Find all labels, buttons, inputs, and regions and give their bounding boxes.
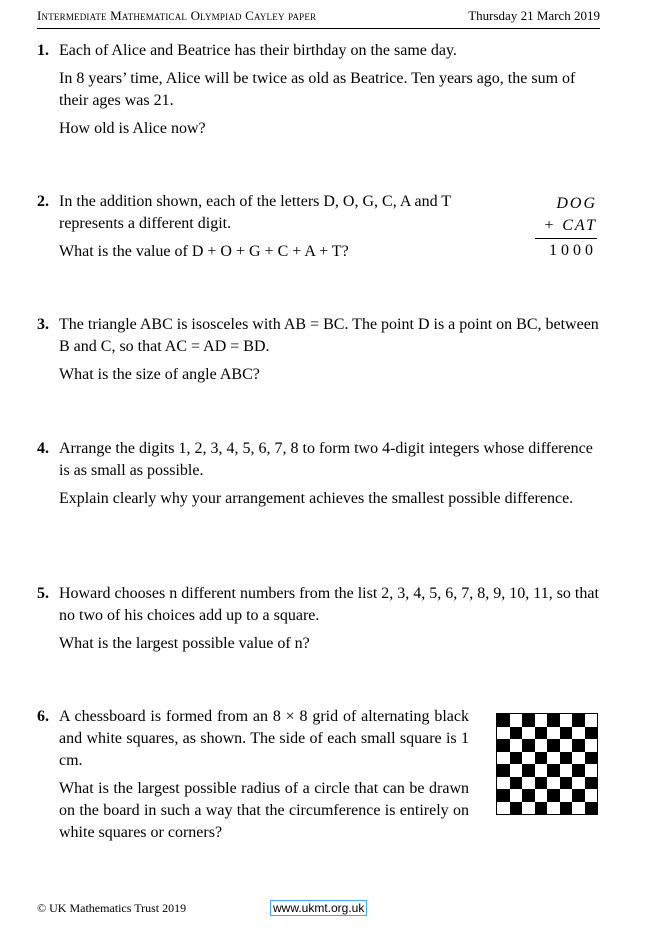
black-square xyxy=(510,727,523,740)
black-square xyxy=(522,764,535,777)
white-square xyxy=(510,739,523,752)
white-square xyxy=(522,727,535,740)
copyright-notice: © UK Mathematics Trust 2019 xyxy=(37,901,187,915)
question-text: Each of Alice and Beatrice has their birthday on the same day. xyxy=(59,42,457,59)
question-text: What is the largest possible radius of a circle that can be drawn on the board in such a way that the circumference is entirely on white squares or corners? xyxy=(59,780,469,841)
black-square xyxy=(510,752,523,765)
black-square xyxy=(535,802,548,815)
black-square xyxy=(547,739,560,752)
black-square xyxy=(572,789,585,802)
white-square xyxy=(560,764,573,777)
ukmt-website-link[interactable]: www.ukmt.org.uk xyxy=(270,900,367,916)
white-square xyxy=(522,752,535,765)
question-text: In 8 years’ time, Alice will be twice as old as Beatrice. Ten years ago, the sum of their ages was 21. xyxy=(59,70,576,109)
white-square xyxy=(572,777,585,790)
question-number: 6. xyxy=(37,708,49,725)
white-square xyxy=(535,714,548,727)
white-square xyxy=(572,802,585,815)
black-square xyxy=(585,802,598,815)
white-square xyxy=(560,789,573,802)
white-square xyxy=(522,802,535,815)
white-square xyxy=(585,789,598,802)
question-text: In the addition shown, each of the letters D, O, G, C, A and T represents a different digit. xyxy=(59,193,451,232)
question-text: What is the size of angle ABC? xyxy=(59,366,260,383)
white-square xyxy=(497,727,510,740)
black-square xyxy=(535,752,548,765)
white-square xyxy=(560,714,573,727)
white-square xyxy=(560,739,573,752)
question-text: Explain clearly why your arrangement achieves the smallest possible difference. xyxy=(59,490,574,507)
page-header xyxy=(37,6,600,29)
black-square xyxy=(572,764,585,777)
white-square xyxy=(535,789,548,802)
white-square xyxy=(510,714,523,727)
question-text: A chessboard is formed from an 8 × 8 grid of alternating black and white squares, as shown. The side of each small square is 1 cm. xyxy=(59,708,469,769)
question-text: What is the value of D + O + G + C + A + T? xyxy=(59,243,349,260)
question-number: 3. xyxy=(37,316,49,333)
black-square xyxy=(572,739,585,752)
question-number: 5. xyxy=(37,585,49,602)
addition-sum xyxy=(529,193,597,262)
white-square xyxy=(510,764,523,777)
black-square xyxy=(547,714,560,727)
question-text: How old is Alice now? xyxy=(59,120,206,137)
white-square xyxy=(535,764,548,777)
white-square xyxy=(547,752,560,765)
white-square xyxy=(510,789,523,802)
black-square xyxy=(560,802,573,815)
addition-rule xyxy=(535,238,597,239)
black-square xyxy=(585,752,598,765)
black-square xyxy=(510,777,523,790)
question-number: 4. xyxy=(37,440,49,457)
black-square xyxy=(497,764,510,777)
black-square xyxy=(560,727,573,740)
black-square xyxy=(522,739,535,752)
white-square xyxy=(547,727,560,740)
black-square xyxy=(497,714,510,727)
white-square xyxy=(497,802,510,815)
question-number: 2. xyxy=(37,193,49,210)
white-square xyxy=(547,777,560,790)
white-square xyxy=(585,739,598,752)
black-square xyxy=(522,714,535,727)
white-square xyxy=(522,777,535,790)
black-square xyxy=(572,714,585,727)
white-square xyxy=(497,752,510,765)
black-square xyxy=(560,752,573,765)
white-square xyxy=(535,739,548,752)
black-square xyxy=(522,789,535,802)
white-square xyxy=(497,777,510,790)
black-square xyxy=(585,727,598,740)
addition-row-cat: + CAT xyxy=(543,217,597,234)
black-square xyxy=(560,777,573,790)
question-text: What is the largest possible value of n? xyxy=(59,635,310,652)
question-text: Howard chooses n different numbers from the list 2, 3, 4, 5, 6, 7, 8, 9, 10, 11, so that no two of his choices add up to a square. xyxy=(59,585,599,624)
question-number: 1. xyxy=(37,42,49,59)
white-square xyxy=(547,802,560,815)
black-square xyxy=(547,764,560,777)
chessboard-figure xyxy=(496,713,598,815)
question-text: Arrange the digits 1, 2, 3, 4, 5, 6, 7, 8 to form two 4-digit integers whose difference is as small as possible. xyxy=(59,440,593,479)
paper-date: Thursday 21 March 2019 xyxy=(468,8,600,23)
black-square xyxy=(547,789,560,802)
white-square xyxy=(572,752,585,765)
white-square xyxy=(585,714,598,727)
paper-title: Intermediate Mathematical Olympiad Cayley paper xyxy=(37,8,317,23)
white-square xyxy=(585,764,598,777)
addition-total: 1000 xyxy=(549,242,597,259)
white-square xyxy=(572,727,585,740)
black-square xyxy=(497,789,510,802)
black-square xyxy=(535,777,548,790)
black-square xyxy=(585,777,598,790)
black-square xyxy=(510,802,523,815)
black-square xyxy=(497,739,510,752)
question-text: The triangle ABC is isosceles with AB = BC. The point D is a point on BC, between B and C, so that AC = AD = BD. xyxy=(59,316,599,355)
black-square xyxy=(535,727,548,740)
addition-row-dog: DOG xyxy=(556,195,597,212)
